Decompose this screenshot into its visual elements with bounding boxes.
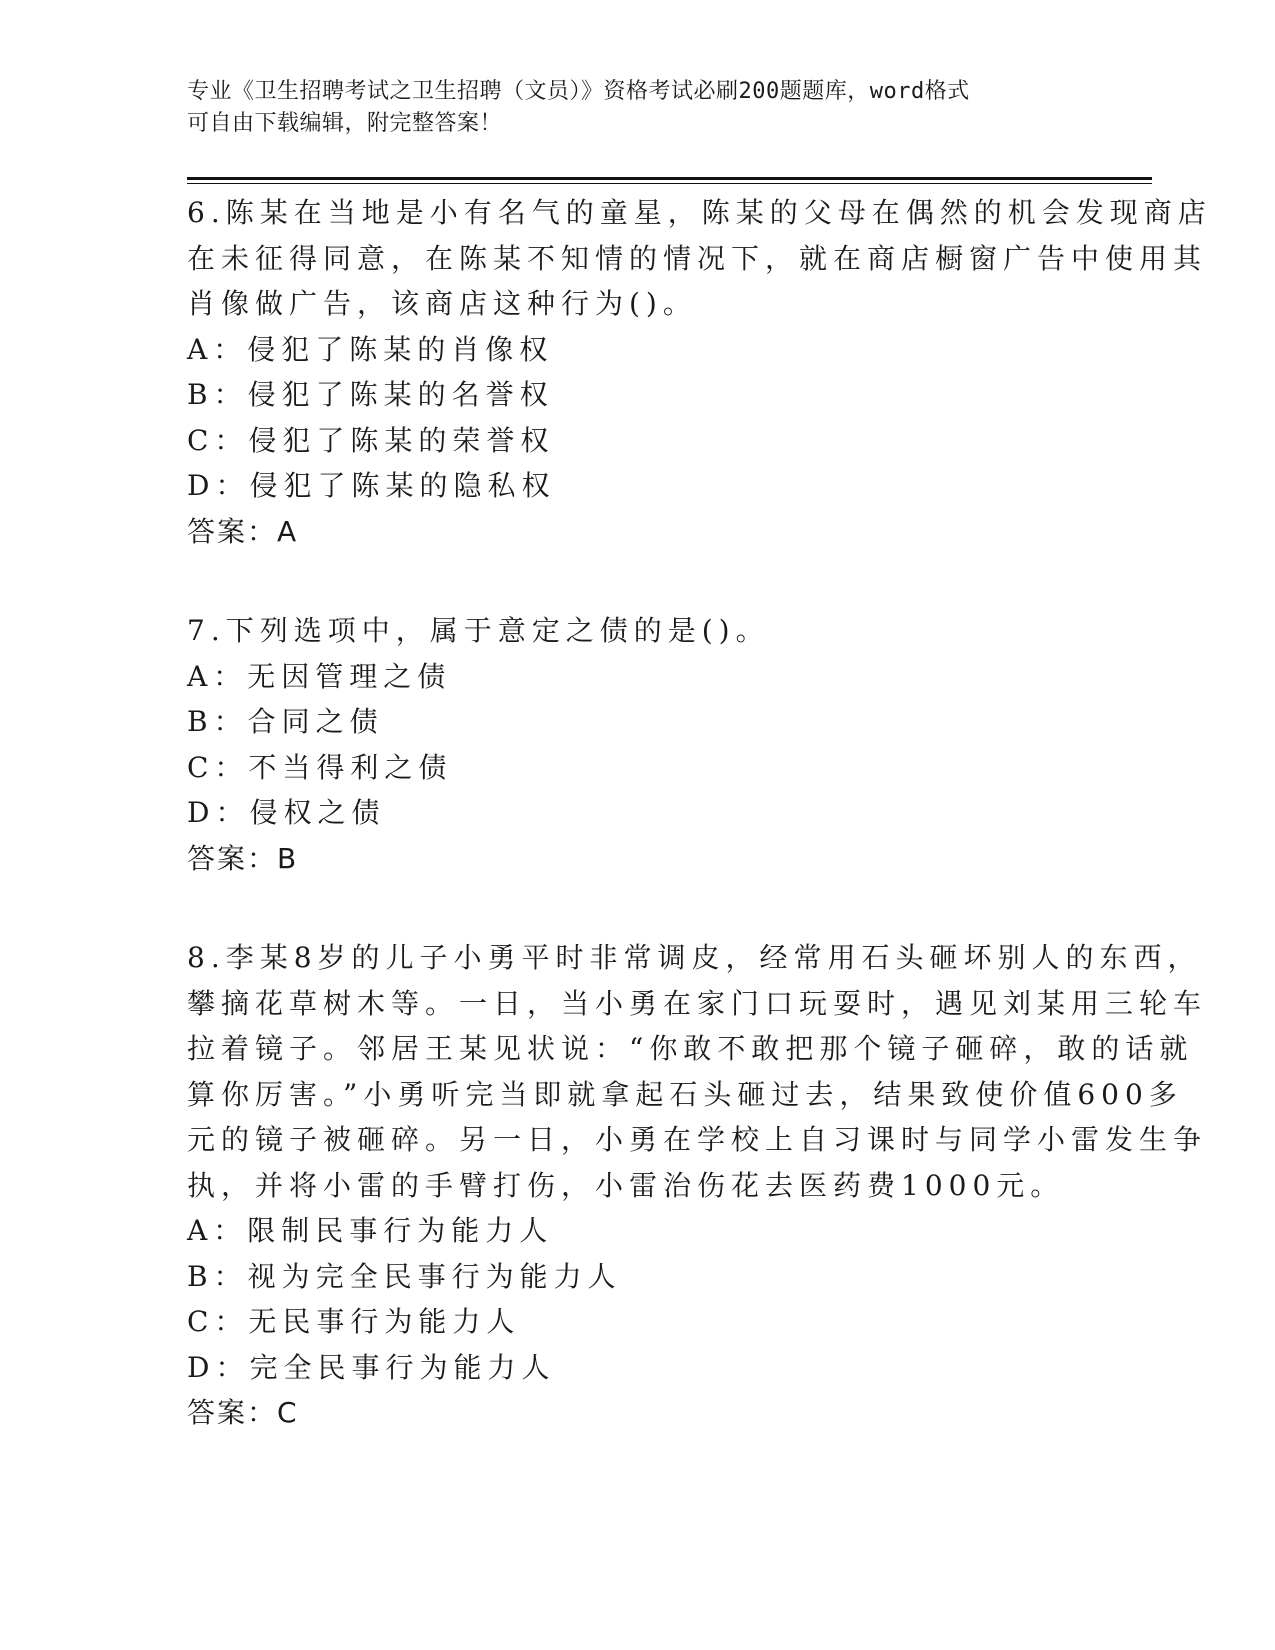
question-stem-line: 执，并将小雷的手臂打伤，小雷治伤花去医药费1000元。	[187, 1168, 1065, 1202]
header-line-2: 可自由下载编辑，附完整答案！	[187, 111, 503, 136]
question-stem-line: 拉着镜子。邻居王某见状说：“你敢不敢把那个镜子砸碎，敢的话就	[187, 1032, 1194, 1065]
option-a: A：侵犯了陈某的肖像权	[187, 332, 554, 366]
question-stem-line: 攀摘花草树木等。一日，当小勇在家门口玩耍时，遇见刘某用三轮车	[187, 986, 1208, 1020]
question-stem-line: 算你厉害。”小勇听完当即就拿起石头砸过去，结果致使价值600多	[187, 1077, 1183, 1111]
option-a: A：限制民事行为能力人	[187, 1214, 554, 1247]
option-a: A：无因管理之债	[187, 659, 452, 693]
answer-line: 答案：B	[187, 841, 299, 875]
question-stem-line: 8.李某8岁的儿子小勇平时非常调皮，经常用石头砸坏别人的东西，	[187, 941, 1202, 974]
question-6	[187, 190, 1212, 554]
question-stem-line: 在未征得同意，在陈某不知情的情况下，就在商店橱窗广告中使用其	[187, 241, 1208, 275]
option-d: D：侵权之债	[187, 796, 386, 829]
option-d: D：完全民事行为能力人	[187, 1350, 556, 1384]
question-stem-line: 7.下列选项中，属于意定之债的是()。	[187, 614, 770, 647]
question-list	[187, 190, 1212, 1490]
option-b: B：侵犯了陈某的名誉权	[187, 378, 554, 411]
option-b: B：视为完全民事行为能力人	[187, 1259, 622, 1293]
header-divider-thick	[187, 177, 1152, 180]
answer-line: 答案：A	[187, 514, 299, 548]
option-d: D：侵犯了陈某的隐私权	[187, 469, 556, 502]
document-header	[187, 76, 1087, 140]
option-b: B：合同之债	[187, 705, 384, 738]
question-8	[187, 935, 1208, 1436]
option-c: C：侵犯了陈某的荣誉权	[187, 423, 555, 457]
question-stem-line: 肖像做广告，该商店这种行为()。	[187, 287, 697, 320]
header-divider-thin	[187, 183, 1152, 184]
question-stem-line: 元的镜子被砸碎。另一日，小勇在学校上自习课时与同学小雷发生争	[187, 1123, 1208, 1156]
question-stem-line: 6.陈某在当地是小有名气的童星，陈某的父母在偶然的机会发现商店	[187, 196, 1212, 229]
option-c: C：不当得利之债	[187, 750, 453, 784]
question-7	[187, 608, 1067, 881]
answer-line: 答案：C	[187, 1396, 299, 1429]
header-line-1: 专业《卫生招聘考试之卫生招聘（文员）》资格考试必刷200题题库，word格式	[187, 79, 970, 104]
option-c: C：无民事行为能力人	[187, 1305, 521, 1338]
